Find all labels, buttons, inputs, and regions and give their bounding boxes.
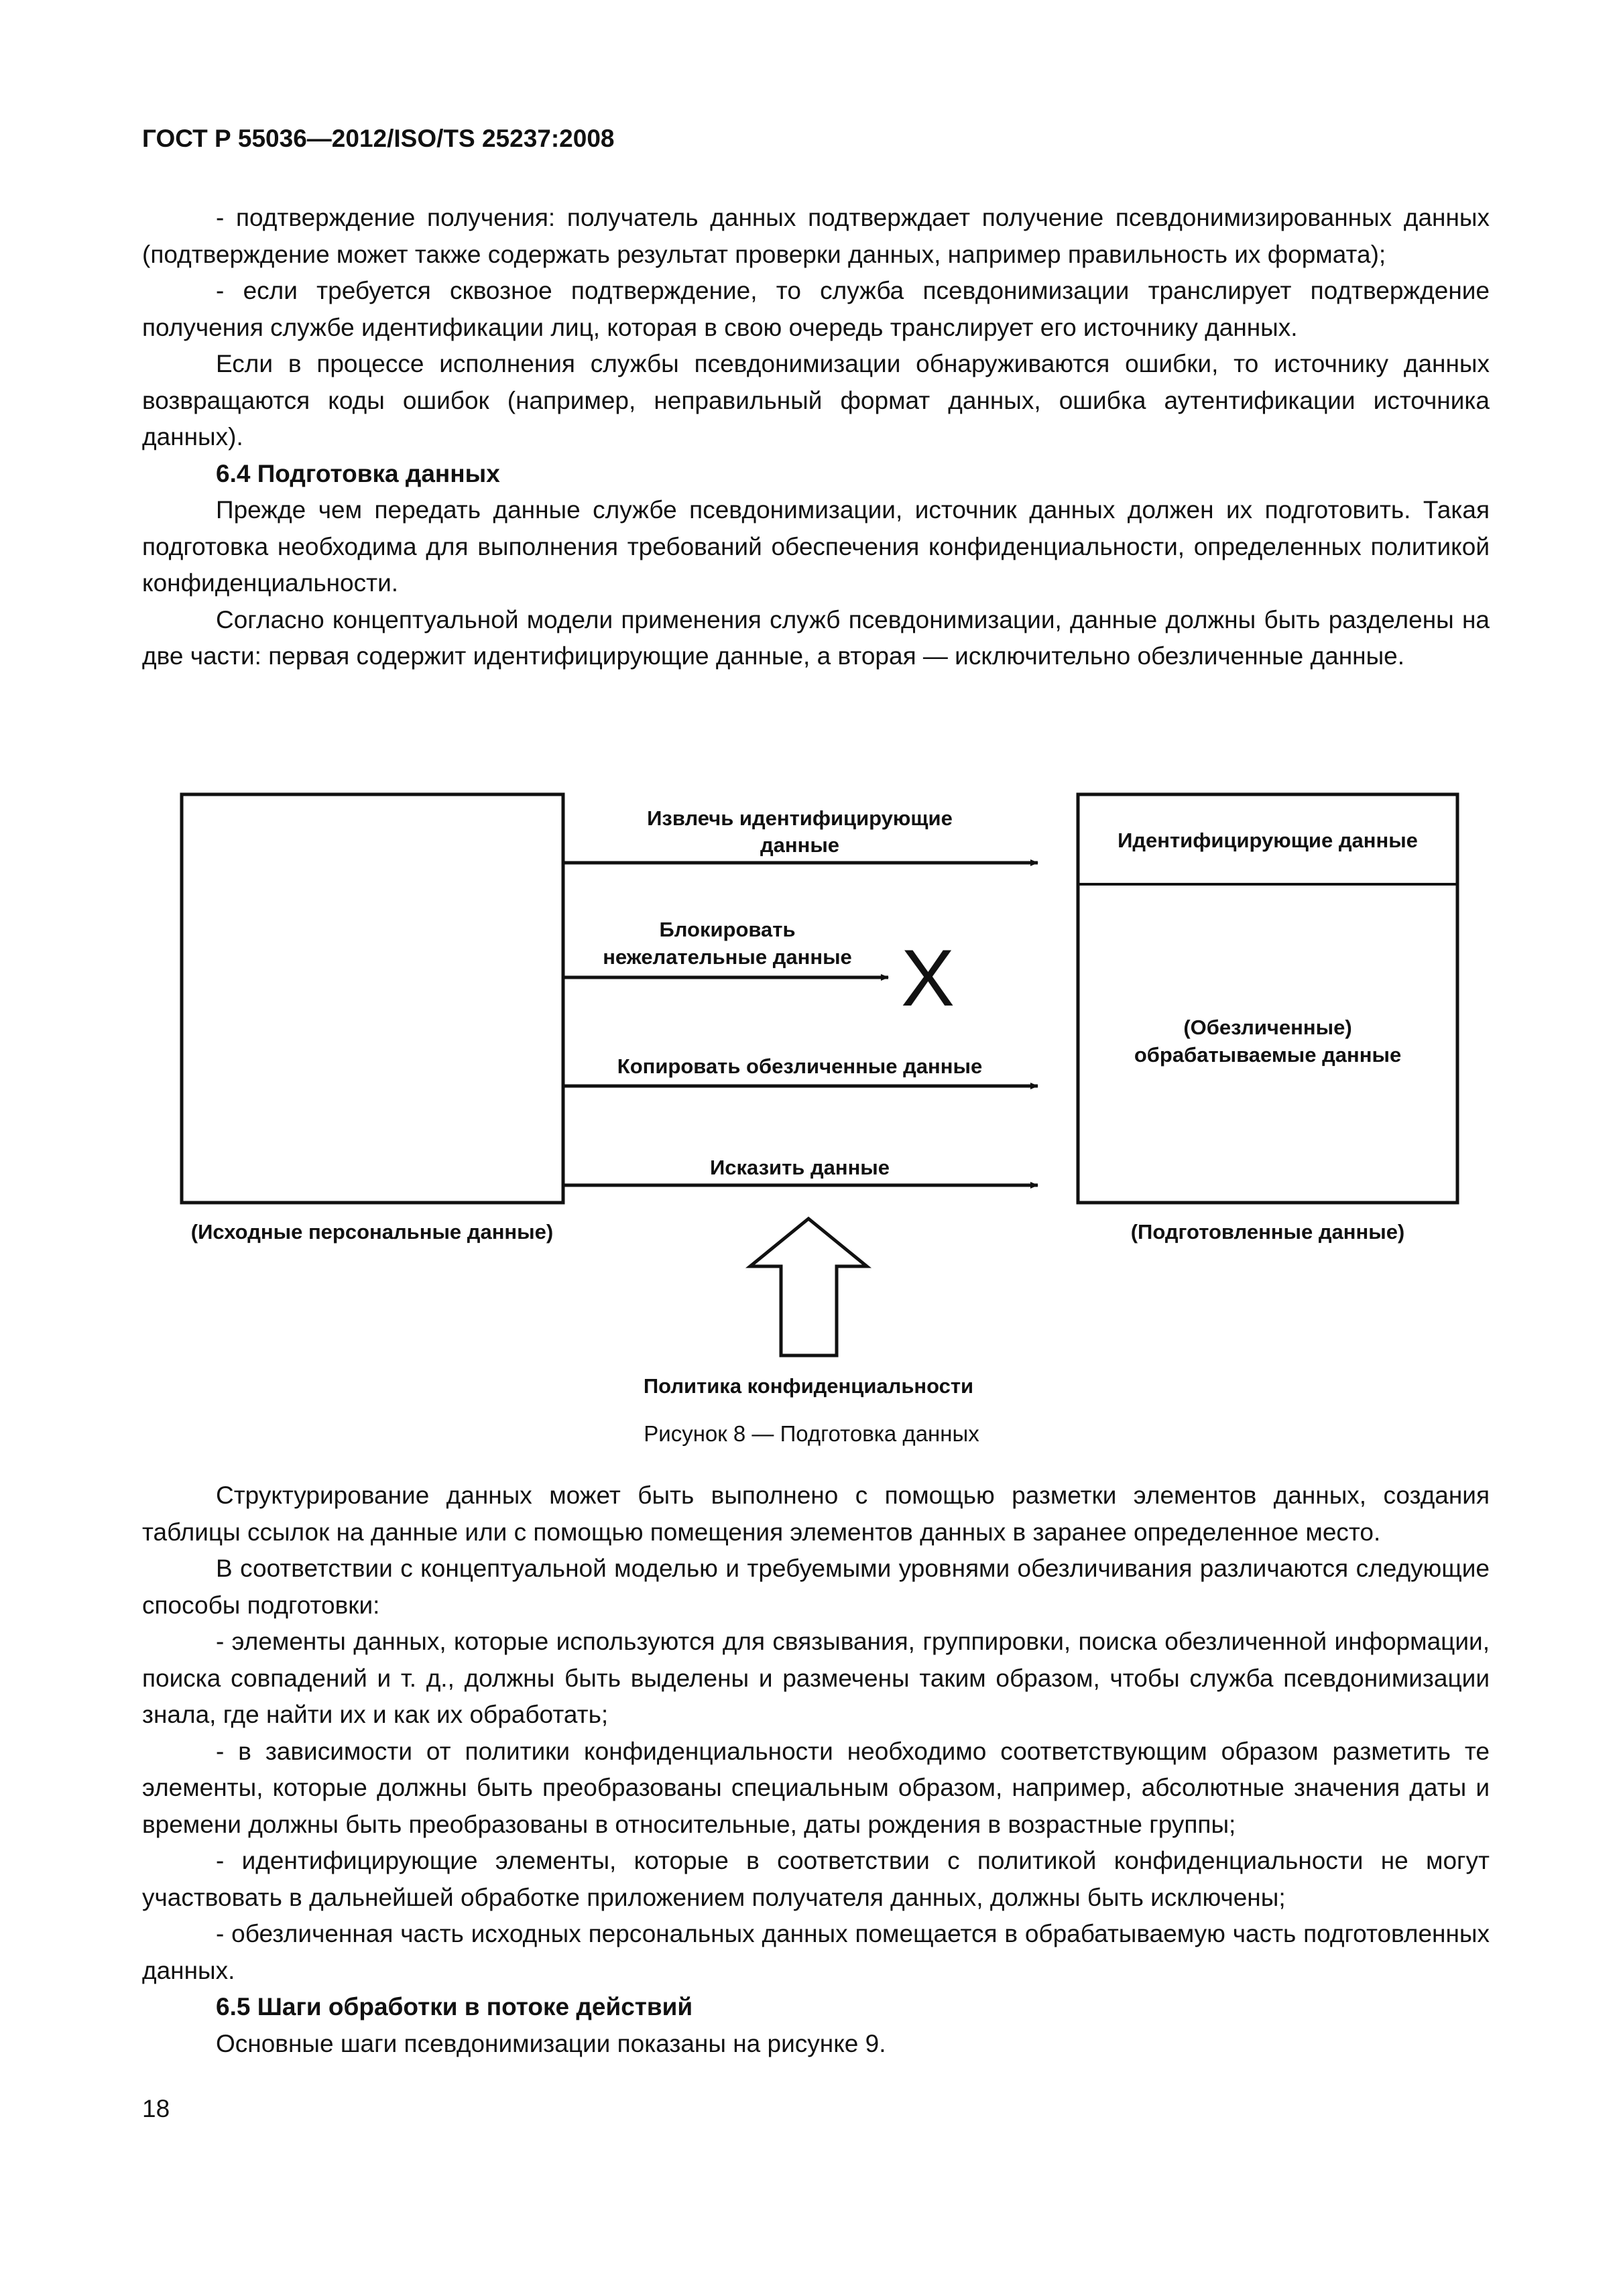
figure-caption: Рисунок 8 — Подготовка данных: [644, 1421, 979, 1446]
arrow-extract-label-2: данные: [760, 833, 840, 857]
list-item: - обезличенная часть исходных персональных данных помещается в обрабатываемую часть подготовленных данных.: [142, 1920, 1490, 1984]
blocked-x-mark: X: [900, 933, 955, 1023]
source-data-caption: (Исходные персональные данные): [190, 1220, 554, 1244]
privacy-policy-label: Политика конфиденциальности: [643, 1374, 974, 1398]
paragraph: Согласно концептуальной модели применения служб псевдонимизации, данные должны быть разделены на две части: первая содержит идентифицирующие данные, а вторая — исключительно обезличенные данные.: [142, 605, 1490, 670]
paragraph: Если в процессе исполнения службы псевдонимизации обнаруживаются ошибки, то источнику данных возвращаются коды ошибок (например, неправильный формат данных, ошибка аутентификации источника данных).: [142, 350, 1490, 450]
arrow-block-label-2: нежелательные данные: [603, 945, 852, 969]
document-header: ГОСТ Р 55036—2012/ISO/TS 25237:2008: [142, 125, 615, 152]
list-item: - в зависимости от политики конфиденциальности необходимо соответствующим образом разметить те элементы, которые должны быть преобразованы специальным образом, например, абсолютные значения даты и времени должны быть преобразованы в относительные, даты рождения в возрастные группы;: [142, 1737, 1490, 1838]
paragraph: - подтверждение получения: получатель данных подтверждает получение псевдонимизированных данных (подтверждение может также содержать результат проверки данных, например правильность их формата);: [142, 204, 1490, 268]
anonymized-data-label-2: обрабатываемые данные: [1134, 1043, 1402, 1067]
bottom-text-block: [142, 1477, 1490, 2062]
policy-arrow: [750, 1219, 867, 1355]
paragraph: Структурирование данных может быть выполнено с помощью разметки элементов данных, создания таблицы ссылок на данные или с помощью помещения элементов данных в заранее определенное место.: [142, 1482, 1490, 1546]
prepared-data-caption: (Подготовленные данные): [1130, 1220, 1405, 1244]
list-item: - идентифицирующие элементы, которые в соответствии с политикой конфиденциальности не могут участвовать в дальнейшей обработке приложением получателя данных, должны быть исключены;: [142, 1847, 1490, 1911]
arrow-block-label-1: Блокировать: [659, 918, 796, 941]
paragraph: - если требуется сквозное подтверждение, то служба псевдонимизации транслирует подтверждение получения службе идентификации лиц, которая в свою очередь транслирует его источнику данных.: [142, 277, 1490, 341]
arrow-distort-label: Исказить данные: [709, 1156, 890, 1179]
prepared-data-box: [1078, 794, 1457, 1203]
anonymized-data-label-1: (Обезличенные): [1183, 1016, 1352, 1039]
identifying-data-label: Идентифицирующие данные: [1118, 829, 1418, 852]
paragraph: Основные шаги псевдонимизации показаны на рисунке 9.: [216, 2029, 886, 2057]
list-item: - элементы данных, которые используются для связывания, группировки, поиска обезличенной информации, поиска совпадений и т. д., должны быть выделены и размечены таким образом, чтобы служба псевдонимизации знала, где найти их и как их обработать;: [142, 1628, 1490, 1728]
paragraph: Прежде чем передать данные службе псевдонимизации, источник данных должен их подготовить. Такая подготовка необходима для выполнения требований обеспечения конфиденциальности, определенных политикой конфиденциальности.: [142, 496, 1490, 597]
section-heading-6-5: 6.5 Шаги обработки в потоке действий: [216, 1993, 693, 2020]
arrow-copy-label: Копировать обезличенные данные: [617, 1054, 983, 1078]
section-heading-6-4: 6.4 Подготовка данных: [216, 459, 500, 487]
page-number: 18: [142, 2095, 170, 2122]
paragraph: В соответствии с концептуальной моделью и требуемыми уровнями обезличивания различаются следующие способы подготовки:: [142, 1555, 1490, 1619]
arrow-extract-label-1: Извлечь идентифицирующие: [647, 806, 953, 830]
source-data-box: [182, 794, 563, 1203]
